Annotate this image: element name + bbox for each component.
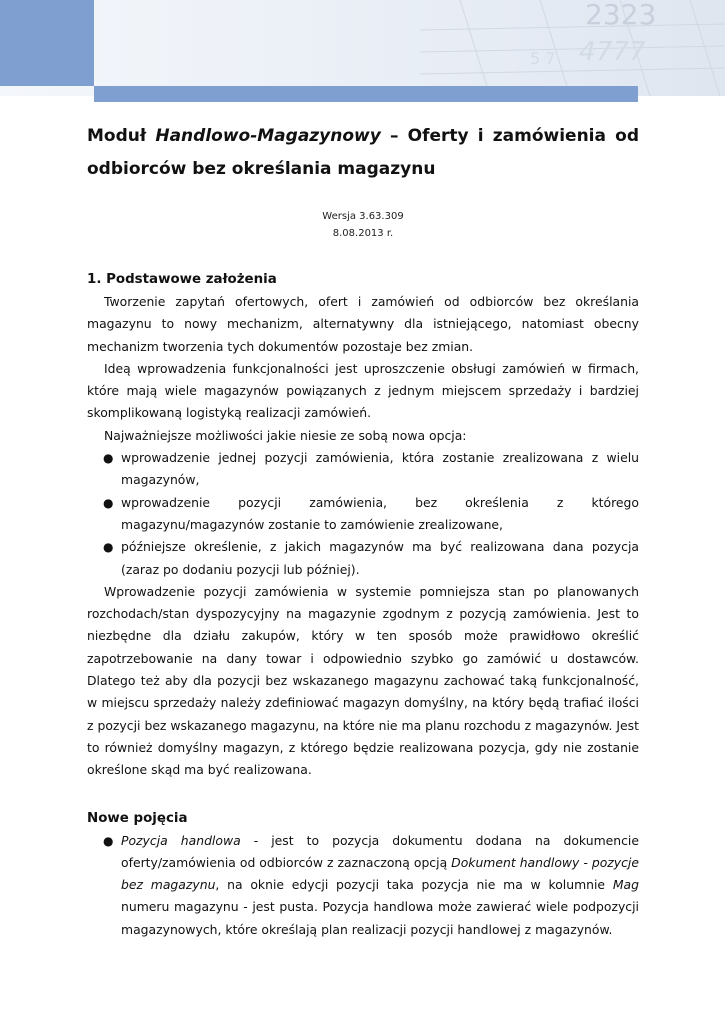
header-accent-square	[0, 0, 94, 86]
section-heading-1: 1. Podstawowe założenia	[87, 272, 277, 287]
document-body	[87, 120, 639, 941]
terms-list	[87, 830, 639, 941]
features-list	[87, 447, 639, 581]
section-heading-2: Nowe pojęcia	[87, 810, 188, 826]
version-number: Wersja 3.63.309	[322, 211, 404, 222]
deco-number-1: 2323	[585, 0, 657, 31]
header-decoration	[420, 0, 725, 96]
header-accent-bar	[94, 86, 638, 102]
deco-number-2: 4777	[575, 37, 649, 67]
document-title: Moduł Handlowo-Magazynowy – Oferty i zamówienia od odbiorców bez określania magazynu	[87, 126, 639, 179]
paragraph-2: Ideą wprowadzenia funkcjonalności jest uproszczenie obsługi zamówień w firmach, które mają wiele magazynów powiązanych z jednym miejscem sprzedaży i bardziej skomplikowaną logistyką realizacji zamówień.	[87, 360, 639, 421]
header-background	[0, 0, 725, 96]
paragraph-4: Wprowadzenie pozycji zamówienia w systemie pomniejsza stan po planowanych rozchodach/stan dyspozycyjny na magazynie zgodnym z pozycją zamówienia. Jest to niezbędne dla działu zakupów, który w ten sposób może prawidłowo określić zapotrzebowanie na dany towar i odpowiednio szybko go zamówić u dostawców. Dlatego też aby dla pozycji bez wskazanego magazynu zachować taką funkcjonalność, w miejscu sprzedaży należy zdefiniować magazyn domyślny, na który będą trafiać ilości z pozycji bez wskazanego magazynu, na które nie ma planu rozchodu z magazynów. Jest to również domyślny magazyn, z którego będzie realizowana pozycja, gdy nie zostanie określone skąd ma być realizowana.	[87, 583, 639, 778]
deco-number-3: 5 7	[530, 49, 556, 68]
paragraph-3: Najważniejsze możliwości jakie niesie ze sobą nowa opcja:	[104, 427, 467, 443]
list-item: ● Pozycja handlowa - jest to pozycja dokumentu dodana na dokumencie oferty/zamówienia od odbiorców z zaznaczoną opcją Dokument handlowy - pozycje bez magazynu, na oknie edycji pozycji taka pozycja nie ma w kolumnie Mag numeru magazynu - jest pusta. Pozycja handlowa może zawierać wiele podpozycji magazynowych, które określają plan realizacji pozycji handlowej z magazynów.	[103, 832, 640, 937]
paragraph-1: Tworzenie zapytań ofertowych, ofert i zamówień od odbiorców bez określania magazynu to nowy mechanizm, alternatywny dla istniejącego, natomiast obecny mechanizm tworzenia tych dokumentów pozostaje bez zmian.	[87, 294, 639, 354]
list-item: ● późniejsze określenie, z jakich magazynów ma być realizowana dana pozycja (zaraz po dodaniu pozycji lub później).	[103, 539, 639, 577]
list-item: ● wprowadzenie pozycji zamówienia, bez określenia z którego magazynu/magazynów zostanie to zamówienie zrealizowane,	[103, 494, 639, 532]
list-item: ● wprowadzenie jednej pozycji zamówienia, która zostanie zrealizowana z wielu magazynów,	[103, 450, 639, 488]
version-date: 8.08.2013 r.	[332, 228, 394, 239]
